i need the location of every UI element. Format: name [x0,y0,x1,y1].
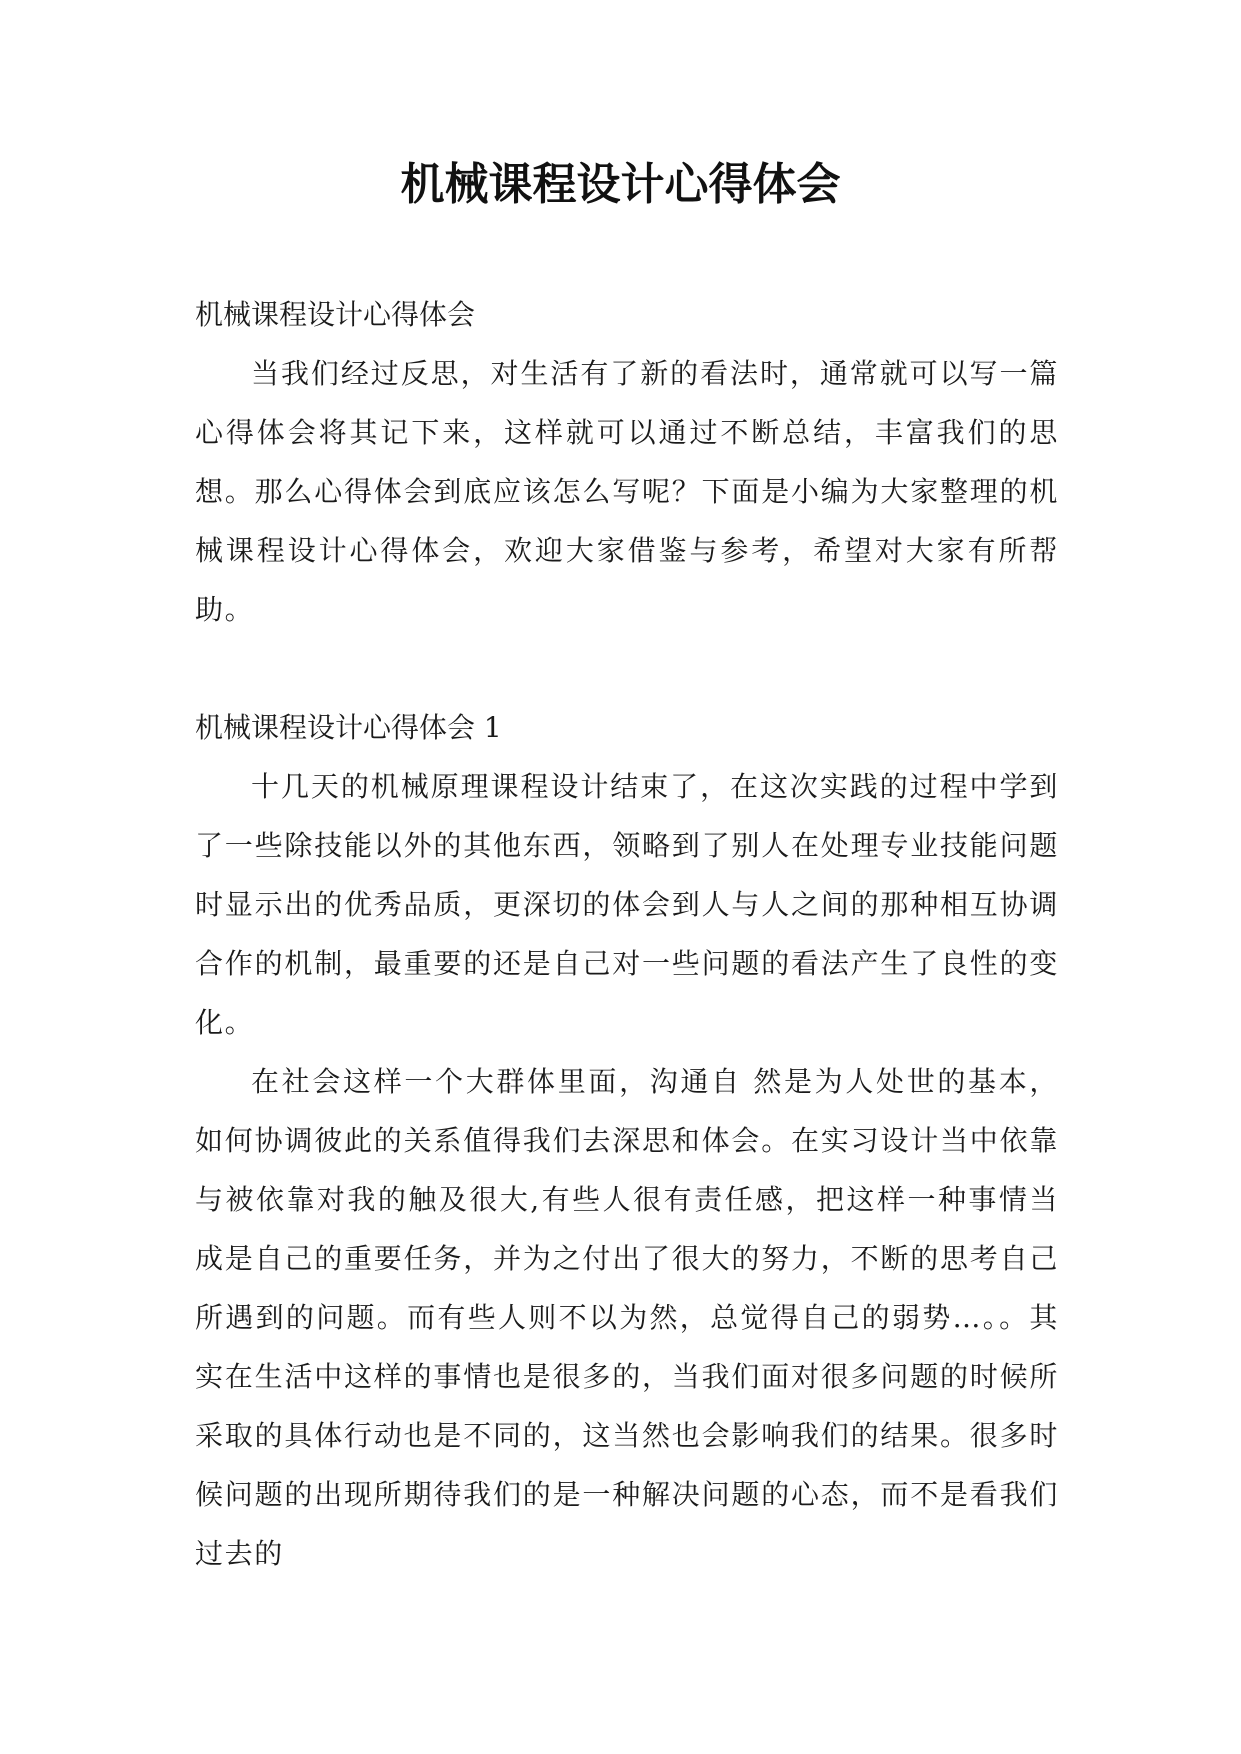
section-spacer [195,639,1059,698]
document-body [195,285,1059,1583]
section-1-heading: 机械课程设计心得体会 1 [195,711,502,744]
document-title: 机械课程设计心得体会 [400,159,841,210]
intro-paragraph: 当我们经过反思，对生活有了新的看法时，通常就可以写一篇心得体会将其记下来，这样就可以通过不断总结，丰富我们的思想。那么心得体会到底应该怎么写呢？下面是小编为大家整理的机械课程设计心得体会，欢迎大家借鉴与参考，希望对大家有所帮助。 [195,357,1059,626]
section-1-paragraph-1: 十几天的机械原理课程设计结束了，在这次实践的过程中学到了一些除技能以外的其他东西，领略到了别人在处理专业技能问题时显示出的优秀品质，更深切的体会到人与人之间的那种相互协调合作的机制，最重要的还是自己对一些问题的看法产生了良性的变化。 [195,770,1059,1039]
intro-heading: 机械课程设计心得体会 [195,298,476,331]
section-1-paragraph-2: 在社会这样一个大群体里面，沟通自 然是为人处世的基本，如何协调彼此的关系值得我们去深思和体会。在实习设计当中依靠与被依靠对我的触及很大,有些人很有责任感，把这样一种事情当成是自己的重要任务，并为之付出了很大的努力，不断的思考自己所遇到的问题。而有些人则不以为然，总觉得自己的弱势…。。其实在生活中这样的事情也是很多的，当我们面对很多问题的时候所采取的具体行动也是不同的，这当然也会影响我们的结果。很多时候问题的出现所期待我们的是一种解决问题的心态，而不是看我们过去的 [195,1065,1059,1570]
